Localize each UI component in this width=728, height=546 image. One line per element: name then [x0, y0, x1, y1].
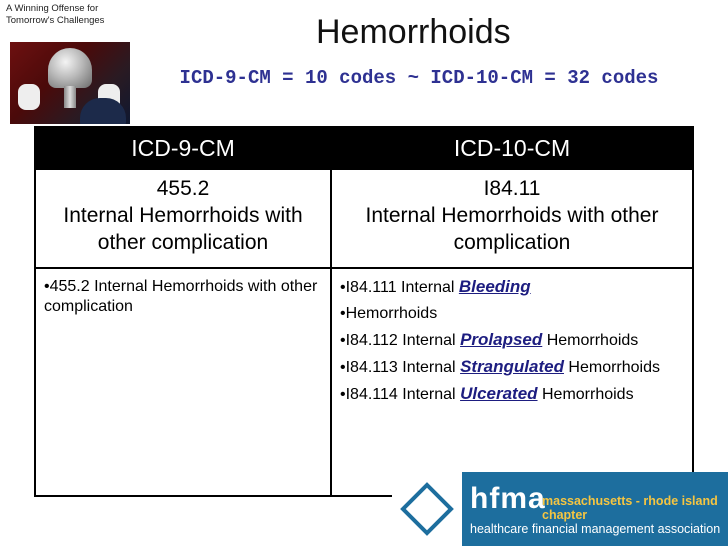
- bullet-suffix: Hemorrhoids: [542, 332, 639, 349]
- bullet-suffix: Hemorrhoids: [537, 386, 634, 403]
- bullet-text: •I84.111 Internal: [340, 279, 459, 296]
- trophy-icon: [48, 48, 92, 88]
- hfma-logo-icon: [392, 472, 462, 546]
- icd9-bullets: [35, 268, 331, 496]
- trophy-stem: [64, 86, 76, 108]
- list-item: [340, 304, 684, 324]
- icd9-header: ICD-9-CM: [35, 127, 331, 169]
- bullet-emphasis: Prolapsed: [460, 330, 543, 349]
- page-title: Hemorrhoids: [316, 13, 511, 51]
- list-item: [340, 384, 684, 405]
- icd10-description: Internal Hemorrhoids with other complication: [365, 204, 659, 254]
- icd9-code: 455.2: [156, 177, 210, 200]
- icd10-header: ICD-10-CM: [331, 127, 693, 169]
- list-item: [340, 330, 684, 351]
- bullet-text: •I84.112 Internal: [340, 332, 461, 349]
- list-item: •455.2 Internal Hemorrhoids with other complication: [44, 278, 318, 315]
- logo-association: healthcare financial management association: [470, 522, 721, 536]
- hfma-logo: [392, 472, 728, 546]
- left-glove: [18, 84, 40, 110]
- code-comparison-table: [34, 126, 694, 497]
- list-item: [340, 277, 684, 298]
- bullet-text: •Hemorrhoids: [340, 305, 438, 322]
- table-row: [35, 268, 693, 496]
- bullet-emphasis: Ulcerated: [460, 384, 538, 403]
- bullet-emphasis: Bleeding: [458, 277, 531, 296]
- icd9-code-cell: [35, 169, 331, 268]
- bullet-emphasis: Strangulated: [460, 357, 564, 376]
- tagline: A Winning Offense for Tomorrow's Challenges: [6, 3, 105, 26]
- bullet-text: •I84.114 Internal: [340, 386, 461, 403]
- bullet-suffix: Hemorrhoids: [563, 359, 660, 376]
- logo-chapter: massachusetts - rhode island chapter: [542, 494, 718, 522]
- icd10-code-cell: [331, 169, 693, 268]
- football-trophy-photo: [10, 42, 130, 124]
- list-item: [340, 357, 684, 378]
- logo-wordmark: hfma: [470, 482, 546, 515]
- table-row: [35, 169, 693, 268]
- table-header-row: [35, 127, 693, 169]
- page-subtitle: ICD-9-CM = 10 codes ~ ICD-10-CM = 32 codes: [179, 67, 659, 89]
- icd10-code: I84.11: [483, 177, 541, 200]
- bullet-text: •I84.113 Internal: [340, 359, 461, 376]
- icd9-description: Internal Hemorrhoids with other complication: [63, 204, 303, 254]
- helmet-icon: [80, 98, 126, 124]
- icd10-bullets: [331, 268, 693, 496]
